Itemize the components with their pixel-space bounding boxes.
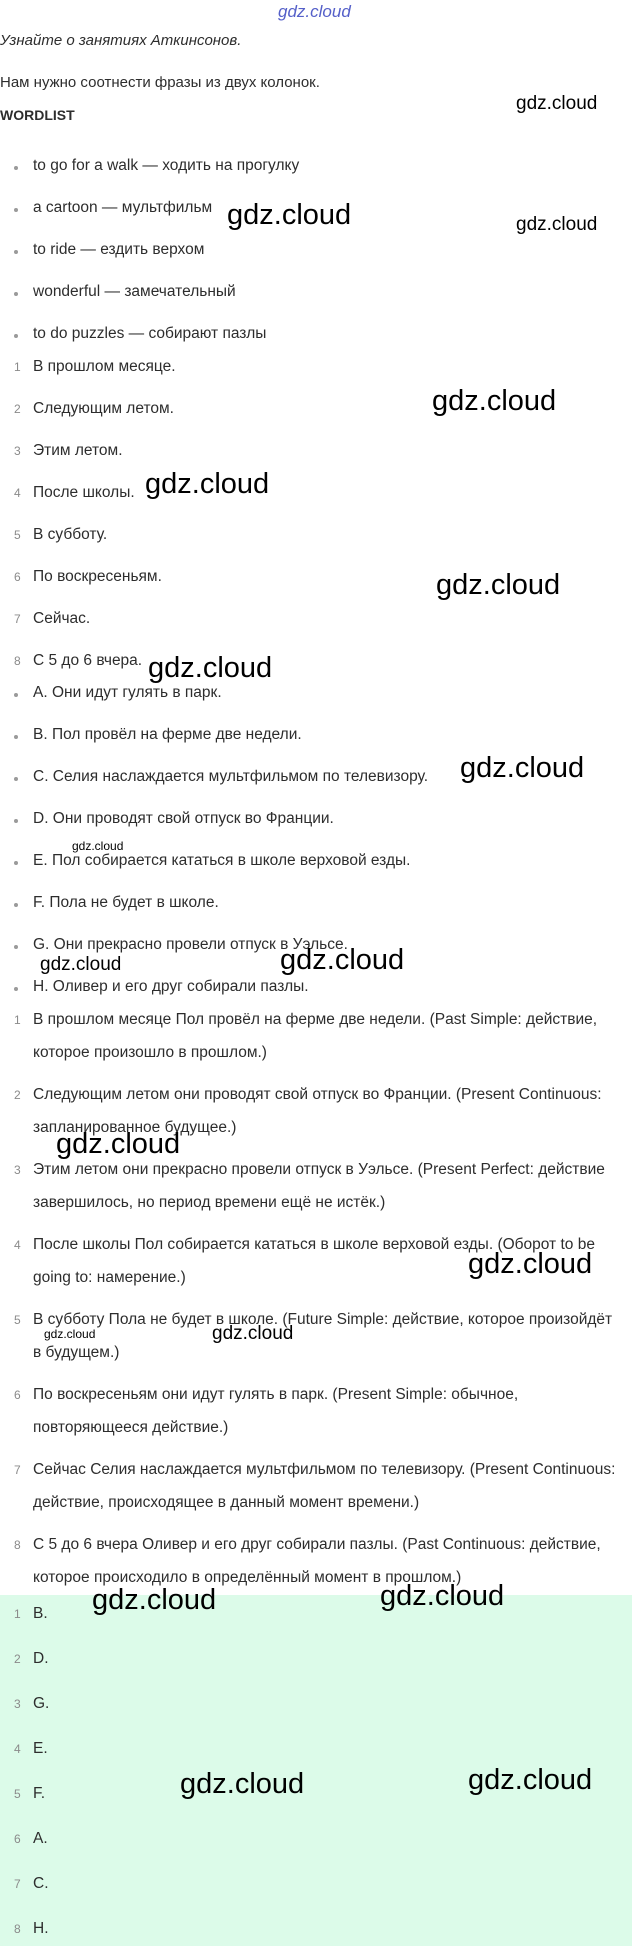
option-item: E. Пол собирается кататься в школе верховой езды.: [33, 852, 411, 869]
bullet-icon: [14, 777, 18, 781]
key-number: 8: [14, 1922, 21, 1936]
answer-item: По воскресеньям они идут гулять в парк. (Present Simple: обычное, повторяющееся действие.): [33, 1386, 519, 1436]
watermark: gdz.cloud: [145, 468, 270, 500]
site-logo[interactable]: gdz.cloud: [278, 2, 351, 21]
answer-number: 3: [14, 1163, 21, 1177]
answer-number: 4: [14, 1238, 21, 1252]
key-letter: E.: [33, 1740, 48, 1757]
bullet-icon: [14, 693, 18, 697]
key-letter: B.: [33, 1605, 48, 1622]
watermark: gdz.cloud: [148, 652, 273, 684]
answer-number: 6: [14, 1388, 21, 1402]
phrase-number: 7: [14, 612, 21, 626]
watermark: gdz.cloud: [44, 1327, 96, 1341]
phrase-item: Следующим летом.: [33, 400, 174, 417]
phrase-number: 8: [14, 654, 21, 668]
wordlist-title: WORDLIST: [0, 107, 75, 123]
phrase-number: 6: [14, 570, 21, 584]
bullet-icon: [14, 903, 18, 907]
answer-item: Сейчас Селия наслаждается мультфильмом по телевизору. (Present Continuous: действие, происходящее в данный момент времени.): [33, 1461, 616, 1511]
watermark: gdz.cloud: [432, 385, 557, 417]
phrase-number: 5: [14, 528, 21, 542]
watermark: gdz.cloud: [212, 1323, 294, 1344]
key-number: 2: [14, 1652, 21, 1666]
key-letter: A.: [33, 1830, 48, 1847]
task-text: Нам нужно соотнести фразы из двух колонок.: [0, 74, 320, 91]
key-number: 5: [14, 1787, 21, 1801]
wordlist-item: to go for a walk — ходить на прогулку: [33, 157, 300, 174]
wordlist-item: to ride — ездить верхом: [33, 241, 205, 258]
phrase-item: Этим летом.: [33, 442, 123, 459]
phrase-item: В прошлом месяце.: [33, 358, 176, 375]
watermark: gdz.cloud: [468, 1248, 593, 1280]
watermark: gdz.cloud: [227, 199, 352, 231]
answer-number: 8: [14, 1538, 21, 1552]
answer-item: В субботу Пола не будет в школе. (Future Simple: действие, которое произойдёт в будущем.): [33, 1311, 613, 1361]
bullet-icon: [14, 250, 18, 254]
key-letter: H.: [33, 1920, 49, 1937]
answer-item: С 5 до 6 вчера Оливер и его друг собирали пазлы. (Past Continuous: действие, которое происходило в определённый момент в прошлом.): [33, 1536, 601, 1586]
answer-number: 1: [14, 1013, 21, 1027]
phrase-number: 2: [14, 402, 21, 416]
watermark: gdz.cloud: [56, 1128, 181, 1160]
watermark: gdz.cloud: [516, 214, 598, 235]
phrase-item: С 5 до 6 вчера.: [33, 652, 143, 669]
key-letter: C.: [33, 1875, 49, 1892]
option-item: D. Они проводят свой отпуск во Франции.: [33, 810, 334, 827]
answer-item: После школы Пол собирается кататься в школе верховой езды. (Оборот to be going to: намерение.): [33, 1236, 595, 1286]
bullet-icon: [14, 334, 18, 338]
key-number: 6: [14, 1832, 21, 1846]
phrase-item: В субботу.: [33, 526, 108, 543]
bullet-icon: [14, 945, 18, 949]
watermark: gdz.cloud: [40, 954, 122, 975]
bullet-icon: [14, 735, 18, 739]
key-number: 7: [14, 1877, 21, 1891]
answer-item: Этим летом они прекрасно провели отпуск в Уэльсе. (Present Perfect: действие завершилось, но период времени ещё не истёк.): [33, 1161, 605, 1211]
answer-number: 2: [14, 1088, 21, 1102]
bullet-icon: [14, 861, 18, 865]
key-letter: F.: [33, 1785, 46, 1802]
key-number: 3: [14, 1697, 21, 1711]
watermark: gdz.cloud: [92, 1584, 217, 1616]
option-item: H. Оливер и его друг собирали пазлы.: [33, 978, 309, 995]
answer-number: 5: [14, 1313, 21, 1327]
option-item: C. Селия наслаждается мультфильмом по телевизору.: [33, 768, 429, 785]
wordlist-item: a cartoon — мультфильм: [33, 199, 213, 216]
option-item: B. Пол провёл на ферме две недели.: [33, 726, 302, 743]
option-item: G. Они прекрасно провели отпуск в Уэльсе.: [33, 936, 348, 953]
watermark: gdz.cloud: [180, 1768, 305, 1800]
bullet-icon: [14, 292, 18, 296]
watermark: gdz.cloud: [380, 1580, 505, 1612]
bullet-icon: [14, 987, 18, 991]
phrase-number: 1: [14, 360, 21, 374]
watermark: gdz.cloud: [516, 93, 598, 114]
watermark: gdz.cloud: [436, 569, 561, 601]
key-number: 1: [14, 1607, 21, 1621]
watermark: gdz.cloud: [460, 752, 585, 784]
bullet-icon: [14, 166, 18, 170]
phrase-number: 3: [14, 444, 21, 458]
phrase-item: Сейчас.: [33, 610, 91, 627]
option-item: F. Пола не будет в школе.: [33, 894, 219, 911]
wordlist-item: wonderful — замечательный: [33, 283, 236, 300]
phrase-item: После школы.: [33, 484, 135, 501]
option-item: A. Они идут гулять в парк.: [33, 684, 222, 701]
key-letter: G.: [33, 1695, 50, 1712]
answer-item: Следующим летом они проводят свой отпуск во Франции. (Present Continuous: запланированное будущее.): [33, 1086, 602, 1136]
wordlist-item: to do puzzles — собирают пазлы: [33, 325, 267, 342]
answer-number: 7: [14, 1463, 21, 1477]
phrase-number: 4: [14, 486, 21, 500]
watermark: gdz.cloud: [468, 1764, 593, 1796]
answer-item: В прошлом месяце Пол провёл на ферме две недели. (Past Simple: действие, которое произошло в прошлом.): [33, 1011, 598, 1061]
watermark: gdz.cloud: [72, 839, 124, 853]
intro-text: Узнайте о занятиях Аткинсонов.: [0, 32, 242, 49]
key-number: 4: [14, 1742, 21, 1756]
bullet-icon: [14, 819, 18, 823]
bullet-icon: [14, 208, 18, 212]
key-letter: D.: [33, 1650, 49, 1667]
phrase-item: По воскресеньям.: [33, 568, 162, 585]
watermark: gdz.cloud: [280, 944, 405, 976]
